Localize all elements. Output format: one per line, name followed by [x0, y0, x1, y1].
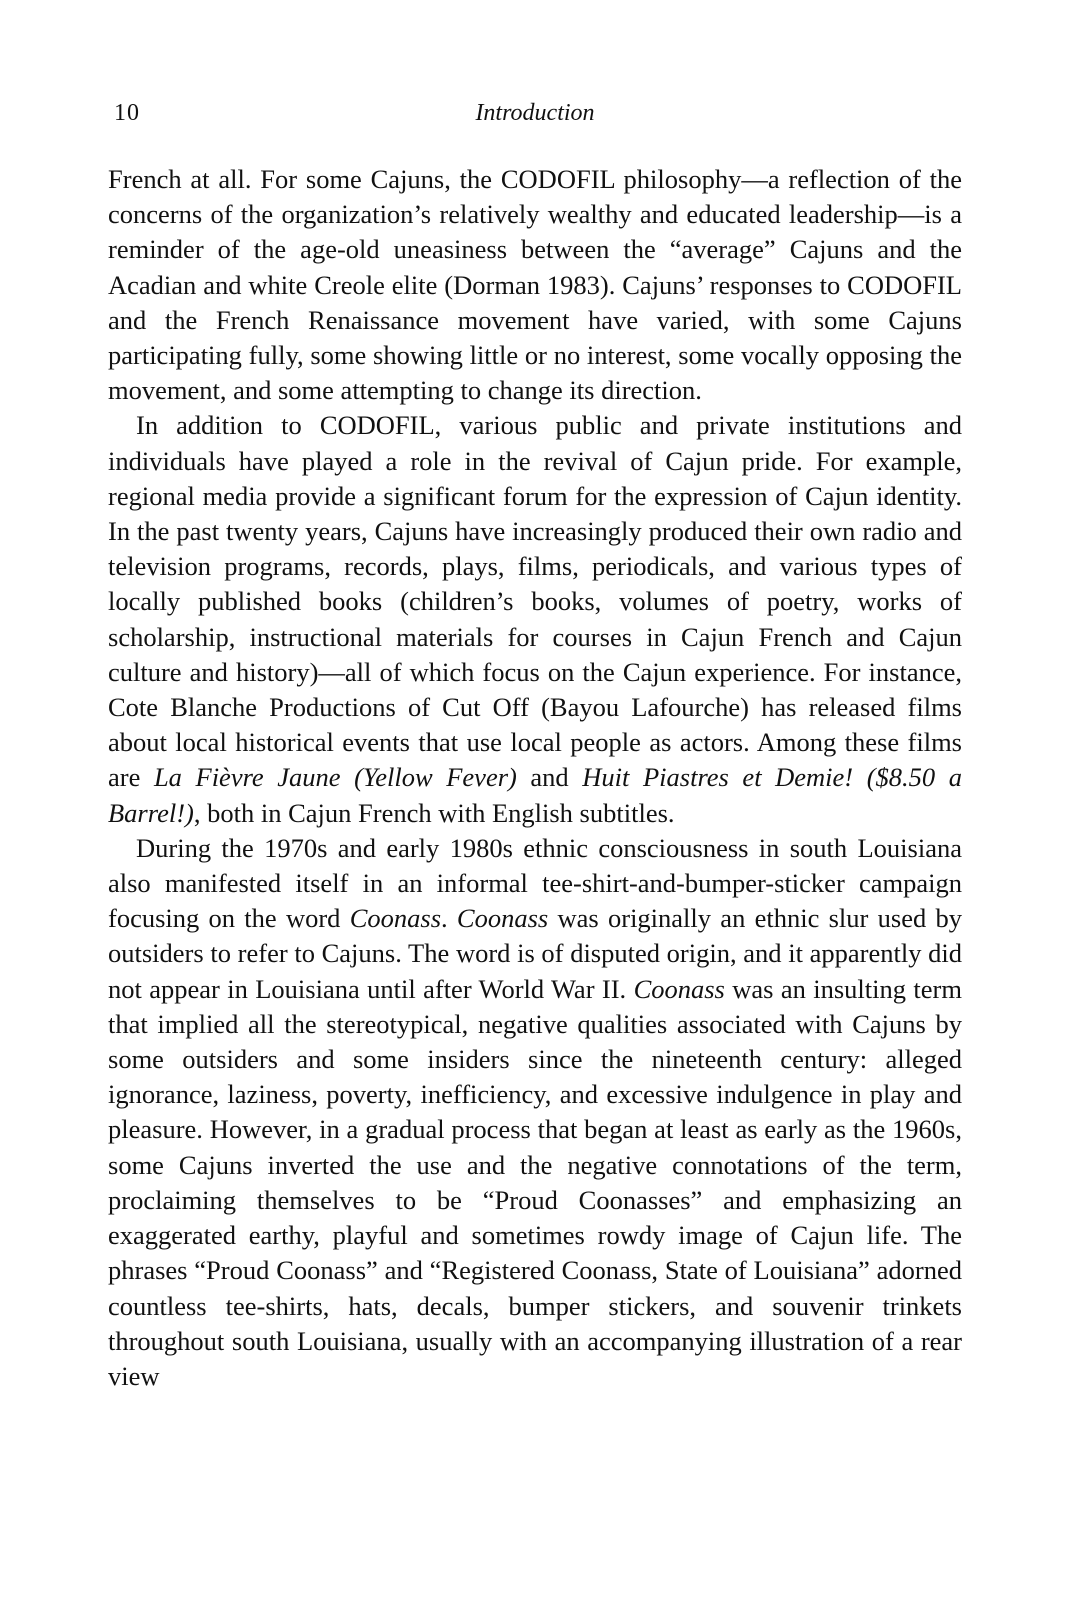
running-head: Introduction	[475, 100, 595, 126]
paragraph	[108, 162, 962, 408]
film-title: Huit Piastres et Demie! ($8.50 a Barrel!)	[108, 762, 962, 828]
paragraph	[108, 408, 962, 830]
text-run: During the 1970s and early 1980s ethnic consciousness in south Louisiana also manifested itself in an informal tee-shirt-and-bumper-sticker campaign focusing on the word	[108, 832, 962, 934]
paragraph	[108, 831, 962, 1394]
italic-term: Coonass	[349, 903, 442, 934]
film-title: La Fièvre Jaune (Yellow Fever)	[153, 762, 517, 793]
text-run: French at all. For some Cajuns, the CODOFIL philosophy—a reflection of the concerns of the organization’s relatively wealthy and educated leadership—is a reminder of the age-old uneasiness between the “average” Cajuns and the Acadian and white Creole elite (Dorman 1983). Cajuns’ responses to CODOFIL and the French Renaissance movement have varied, with some Cajuns participating fully, some showing little or no interest, some vocally opposing the movement, and some attempting to change its direction.	[108, 164, 962, 406]
italic-term: Coonass	[456, 903, 549, 934]
page-number: 10	[114, 100, 140, 126]
text-run: and	[516, 762, 583, 793]
body-text	[108, 162, 962, 1394]
text-run: In addition to CODOFIL, various public and private institutions and individuals have played a role in the revival of Cajun pride. For example, regional media provide a significant forum for the expression of Cajun identity. In the past twenty years, Cajuns have increasingly produced their own radio and television programs, records, plays, films, periodicals, and various types of locally published books (children’s books, volumes of poetry, works of scholarship, instructional materials for courses in Cajun French and Cajun culture and history)—all of which focus on the Cajun experience. For instance, Cote Blanche Productions of Cut Off (Bayou Lafourche) has released films about local historical events that use local people as actors. Among these films are	[108, 410, 962, 793]
text-run: , both in Cajun French with English subtitles.	[193, 797, 675, 828]
text-run: .	[441, 903, 457, 934]
page-header	[108, 100, 962, 136]
italic-term: Coonass	[633, 973, 725, 1004]
text-run: was an insulting term that implied all the stereotypical, negative qualities associated with Cajuns by some outsiders and some insiders since the nineteenth century: alleged ignorance, laziness, poverty, inefficiency, and excessive indulgence in play and pleasure. However, in a gradual process that began at least as early as the 1960s, some Cajuns inverted the use and the negative connotations of the term, proclaiming themselves to be “Proud Coonasses” and emphasizing an exaggerated earthy, playful and sometimes rowdy image of Cajun life. The phrases “Proud Coonass” and “Registered Coonass, State of Louisiana” adorned countless tee-shirts, hats, decals, bumper stickers, and souvenir trinkets throughout south Louisiana, usually with an accompanying illustration of a rear view	[108, 973, 962, 1391]
text-run: was originally an ethnic slur used by outsiders to refer to Cajuns. The word is of disputed origin, and it apparently did not appear in Louisiana until after World War II.	[108, 903, 962, 1004]
